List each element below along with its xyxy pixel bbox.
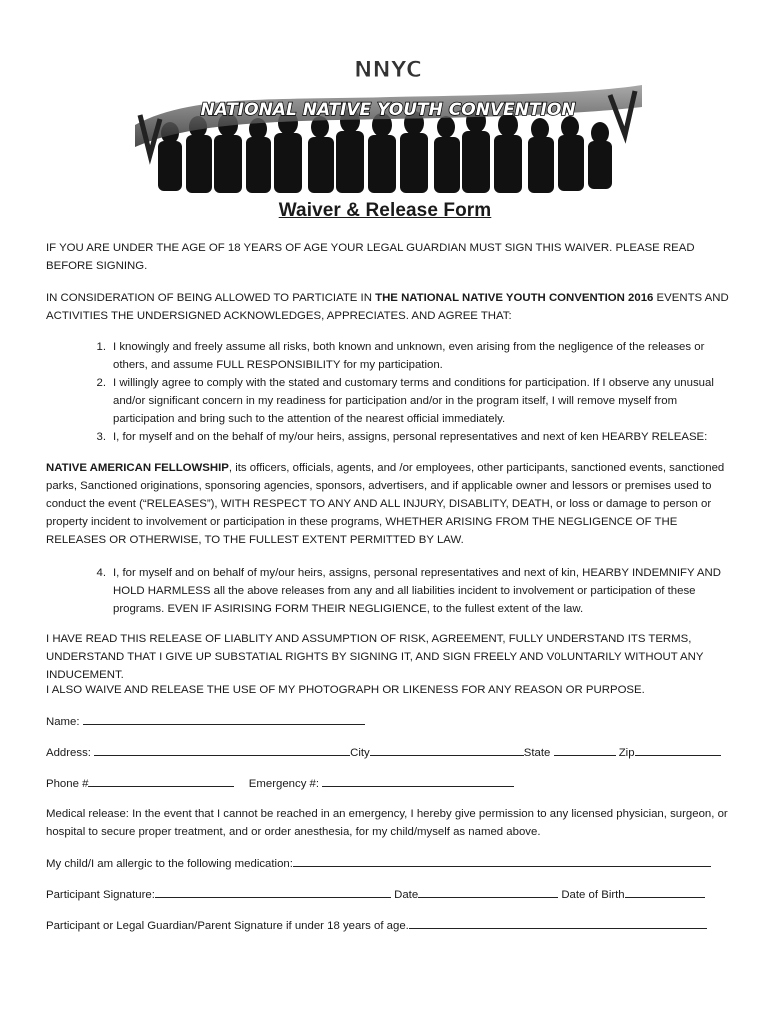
guardian-signature-label: Participant or Legal Guardian/Parent Signature if under 18 years of age. bbox=[46, 920, 409, 932]
dob-label: Date of Birth bbox=[561, 889, 625, 901]
participant-signature-label: Participant Signature: bbox=[46, 889, 155, 901]
item-number: 3. bbox=[96, 431, 106, 443]
photo-release-paragraph: I ALSO WAIVE AND RELEASE THE USE OF MY PHOTOGRAPH OR LIKENESS FOR ANY REASON OR PURPOSE. bbox=[46, 684, 645, 696]
list-item bbox=[46, 338, 732, 374]
list-item bbox=[46, 428, 732, 446]
logo-top-text: NNYC bbox=[353, 58, 423, 83]
city-label: City bbox=[350, 747, 370, 759]
organization-name: NATIVE AMERICAN FELLOWSHIP bbox=[46, 462, 229, 474]
emergency-label: Emergency #: bbox=[248, 778, 320, 790]
name-field[interactable] bbox=[83, 712, 365, 725]
name-label: Name: bbox=[46, 716, 80, 728]
item-number: 4. bbox=[96, 567, 106, 579]
emergency-field[interactable] bbox=[322, 774, 514, 787]
date-field[interactable] bbox=[418, 885, 558, 898]
phone-field[interactable] bbox=[88, 774, 234, 787]
allergy-label: My child/I am allergic to the following medication: bbox=[46, 858, 293, 870]
logo-graphic bbox=[130, 55, 645, 195]
medical-release-paragraph: Medical release: In the event that I cannot be reached in an emergency, I hereby give permission to any licensed physician, surgeon, or hospital to secure proper treatment, and or order anesthesia, for my child/myself as named above. bbox=[46, 808, 728, 838]
participant-signature-row bbox=[46, 885, 705, 904]
indemnify-list bbox=[46, 564, 732, 618]
item-text: I willingly agree to comply with the stated and customary terms and conditions for participation. If I observe any unusual and/or significant concern in my readiness for participation and/or in the program itself, I will remove myself from participation and bring such to the attention of the nearest official immediately. bbox=[113, 377, 714, 425]
item-number: 1. bbox=[96, 341, 106, 353]
list-item bbox=[46, 374, 732, 428]
city-field[interactable] bbox=[370, 743, 524, 756]
guardian-signature-row bbox=[46, 916, 707, 935]
guardian-signature-field[interactable] bbox=[409, 916, 707, 929]
consideration-prefix: IN CONSIDERATION OF BEING ALLOWED TO PARTICIATE IN bbox=[46, 292, 376, 304]
state-field[interactable] bbox=[554, 743, 616, 756]
agreement-list bbox=[46, 338, 732, 446]
item-text: I, for myself and on the behalf of my/our heirs, assigns, personal representatives and next of ken HEARBY RELEASE: bbox=[113, 431, 708, 443]
allergy-field[interactable] bbox=[293, 854, 711, 867]
item-text: I knowingly and freely assume all risks, both known and unknown, even arising from the negligence of the releases or others, and assume FULL RESPONSIBILITY for my participation. bbox=[113, 341, 705, 371]
phone-label: Phone # bbox=[46, 778, 89, 790]
consideration-suffix: EVENTS AND ACTIVITIES THE UNDERSIGNED ACKNOWLEDGES, APPRECIATES. AND AGREE THAT: bbox=[46, 292, 729, 322]
address-row bbox=[46, 743, 721, 762]
acknowledge-paragraph: I HAVE READ THIS RELEASE OF LIABLITY AND ASSUMPTION OF RISK, AGREEMENT, FULLY UNDERSTAND ITS TERMS, UNDERSTAND THAT I GIVE UP SUBSTATIAL RIGHTS BY SIGNING IT, AND SIGN FREELY AND V0LUNTARILY WITHOUT ANY INDUCEMENT. bbox=[46, 633, 704, 681]
list-item bbox=[46, 564, 732, 618]
logo-text: NATIONAL NATIVE YOUTH CONVENTION bbox=[200, 100, 576, 120]
dob-field[interactable] bbox=[625, 885, 705, 898]
date-label: Date bbox=[394, 889, 419, 901]
address-label: Address: bbox=[46, 747, 91, 759]
phone-row bbox=[46, 774, 514, 793]
allergy-row bbox=[46, 854, 711, 873]
convention-logo bbox=[130, 55, 645, 195]
consideration-paragraph bbox=[46, 289, 732, 325]
release-paragraph bbox=[46, 459, 732, 549]
address-field[interactable] bbox=[94, 743, 350, 756]
state-label: State bbox=[523, 747, 551, 759]
intro-paragraph: IF YOU ARE UNDER THE AGE OF 18 YEARS OF AGE YOUR LEGAL GUARDIAN MUST SIGN THIS WAIVER. PLEASE READ BEFORE SIGNING. bbox=[46, 242, 695, 272]
item-text: I, for myself and on behalf of my/our heirs, assigns, personal representatives and next of kin, HEARBY INDEMNIFY AND HOLD HARMLESS all the above releases from any and all liabilities incident to involvement or participation of these programs. EVEN IF ASIRISING FORM THEIR NEGLIGIENCE, to the fullest extent of the law. bbox=[113, 567, 721, 615]
item-number: 2. bbox=[96, 377, 106, 389]
zip-label: Zip bbox=[618, 747, 635, 759]
participant-signature-field[interactable] bbox=[155, 885, 391, 898]
name-row bbox=[46, 712, 365, 731]
convention-name: THE NATIONAL NATIVE YOUTH CONVENTION 2016 bbox=[375, 292, 654, 304]
zip-field[interactable] bbox=[635, 743, 721, 756]
release-text: , its officers, officials, agents, and /or employees, other participants, sanctioned events, sanctioned parks, Sanctioned originations, sponsoring agencies, sponsors, advertisers, and if applicable owner and lessors or premises used to conduct the event (“RELEASES”), WITH RESPECT TO ANY AND ALL INJURY, DISABLITY, DEATH, or loss or damage to person or property incident to involvement or participation in these programs, WHETHER ARISING FROM THE NEGLIGENCE OF THE RELEASES OR OTHERWISE, TO THE FULLEST EXTENT PERMITTED BY LAW. bbox=[46, 462, 725, 546]
form-title: Waiver & Release Form bbox=[278, 200, 492, 221]
